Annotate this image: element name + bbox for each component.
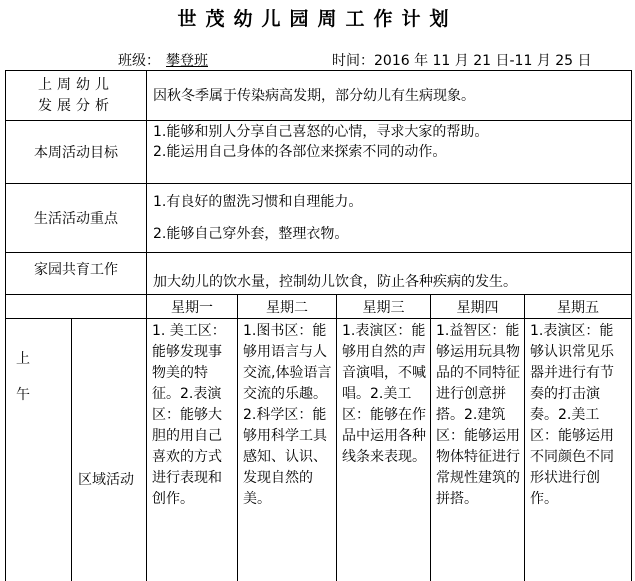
morning-row — [6, 319, 632, 581]
day-monday: 星期一 — [147, 295, 238, 319]
life-label: 生活活动重点 — [6, 184, 147, 253]
family-label: 家园共育工作 — [6, 253, 147, 295]
page-title: 世茂幼儿园周工作计划 — [177, 8, 458, 30]
goals-content — [147, 121, 632, 184]
last-week-label — [6, 71, 147, 121]
day-thursday: 星期四 — [431, 295, 525, 319]
friday-area-cell: 1.表演区：能够认识常见乐器并进行有节奏的打击演奏。2.美工区：能够运用不同颜色不同形状进行创作。 — [525, 319, 632, 581]
life-row — [6, 184, 632, 253]
life-content — [147, 184, 632, 253]
goals-label: 本周活动目标 — [6, 121, 147, 184]
weekly-plan-table — [5, 70, 632, 581]
morning-period-label — [6, 319, 72, 581]
area-activity-label: 区域活动 — [72, 319, 147, 581]
day-tuesday: 星期二 — [238, 295, 337, 319]
time-label: 时间： — [332, 53, 374, 69]
last-week-text: 因秋冬季属于传染病高发期，部分幼儿有生病现象。 — [147, 71, 632, 121]
day-wednesday: 星期三 — [337, 295, 431, 319]
time-info — [332, 50, 592, 70]
wednesday-area-cell: 1.表演区：能够用自然的声音演唱，不喊唱。2.美工区：能够在作品中运用各种线条来表现。 — [337, 319, 431, 581]
life-item: 2.能够自己穿外套，整理衣物。 — [153, 226, 349, 242]
period-char: 上 — [16, 351, 30, 367]
life-item: 1.有良好的盥洗习惯和自理能力。 — [153, 194, 363, 210]
class-value: 攀登班 — [166, 53, 208, 69]
goal-item: 2.能运用自己身体的各部位来探索不同的动作。 — [153, 144, 447, 160]
family-row — [6, 253, 632, 295]
goal-item: 1.能够和别人分享自己喜怒的心情，寻求大家的帮助。 — [153, 124, 489, 140]
family-text: 加大幼儿的饮水量，控制幼儿饮食，防止各种疾病的发生。 — [147, 253, 632, 295]
period-char: 午 — [16, 387, 30, 403]
last-week-label-line1: 上周幼儿 — [38, 76, 114, 93]
tuesday-area-cell: 1.图书区：能够用语言与人交流,体验语言交流的乐趣。2.科学区：能够用科学工具感知、认识、发现自然的美。 — [238, 319, 337, 581]
goals-row — [6, 121, 632, 184]
class-label: 班级： — [118, 53, 160, 69]
days-header-blank — [6, 295, 147, 319]
thursday-area-cell: 1.益智区：能够运用玩具物品的不同特征进行创意拼搭。2.建筑区：能够运用物体特征进行常规性建筑的拼搭。 — [431, 319, 525, 581]
monday-area-cell: 1. 美工区：能够发现事物美的特征。2.表演区：能够大胆的用自己喜欢的方式进行表现和创作。 — [147, 319, 238, 581]
last-week-row — [6, 71, 632, 121]
last-week-label-line2: 发展分析 — [38, 97, 114, 114]
days-header-row — [6, 295, 632, 319]
class-info — [118, 50, 218, 70]
day-friday: 星期五 — [525, 295, 632, 319]
time-value: 2016 年 11 月 21 日-11 月 25 日 — [374, 53, 592, 69]
